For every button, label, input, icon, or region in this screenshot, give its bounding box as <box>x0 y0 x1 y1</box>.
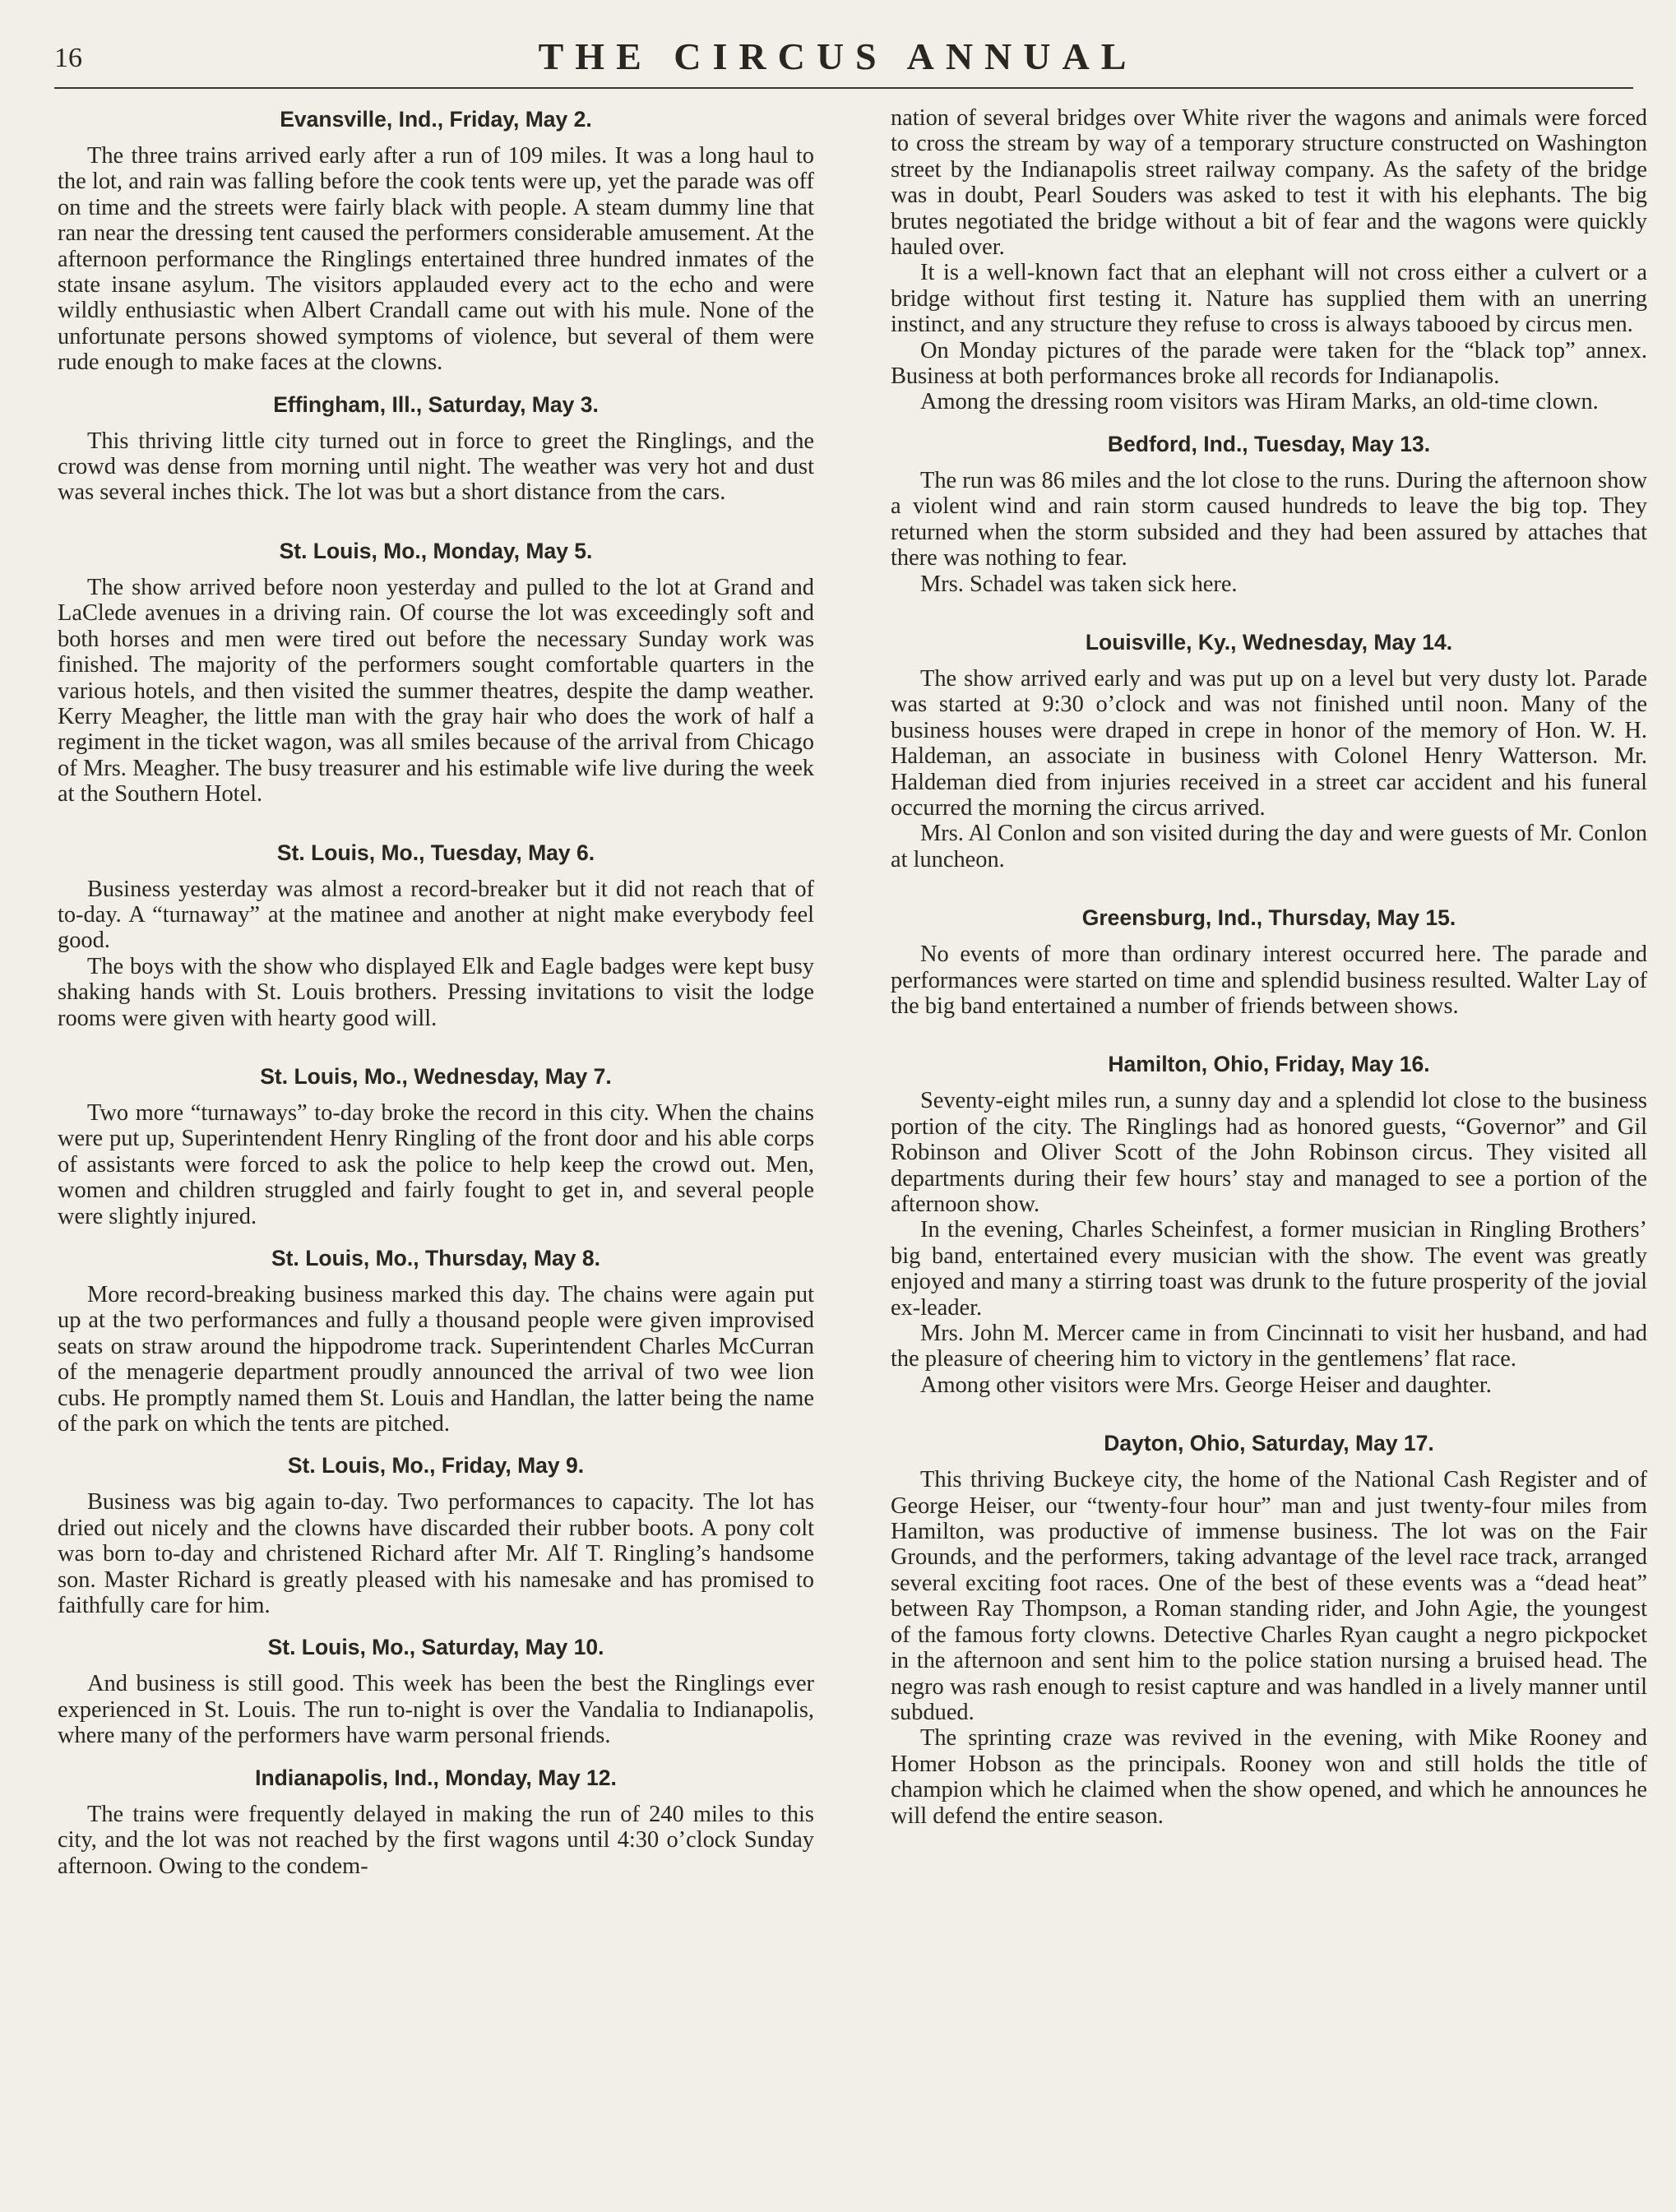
diary-entry-st-louis-may-6 <box>58 839 814 1031</box>
entry-paragraph: Among other visitors were Mrs. George Heiser and daughter. <box>920 1372 1492 1398</box>
diary-entry-louisville <box>891 628 1647 872</box>
entry-heading: St. Louis, Mo., Wednesday, May 7. <box>260 1063 612 1089</box>
entry-heading: St. Louis, Mo., Saturday, May 10. <box>267 1635 604 1660</box>
entry-heading: St. Louis, Mo., Monday, May 5. <box>279 538 593 563</box>
diary-entry-st-louis-may-7 <box>58 1062 814 1229</box>
diary-entry-indianapolis-continued <box>891 105 1647 415</box>
diary-entry-st-louis-may-5 <box>58 537 814 808</box>
entry-paragraph: The sprinting craze was revived in the evening, with Mike Rooney and Homer Hobson as the principals. Rooney won and still holds the title of champion which he claimed when the show opened, and which he announces he will defend the entire season. <box>891 1725 1647 1829</box>
diary-entry-greensburg <box>891 904 1647 1019</box>
entry-heading: Bedford, Ind., Tuesday, May 13. <box>1107 431 1431 456</box>
entry-paragraph: The show arrived early and was put up on a level but very dusty lot. Parade was started at 9:30 o’clock and was not finished until noon. Many of the business houses were draped in crepe in honor of the memory of Hon. W. H. Haldeman, an associate in business with Colonel Henry Watterson. Mr. Haldeman died from injuries received in a street car accident and his funeral occurred the morning the circus arrived. <box>891 665 1647 821</box>
entry-heading: St. Louis, Mo., Thursday, May 8. <box>271 1246 600 1270</box>
entry-paragraph: The trains were frequently delayed in making the run of 240 miles to this city, and the lot was not reached by the first wagons until 4:30 o’clock Sunday afternoon. Owing to the condem- <box>58 1801 814 1879</box>
entry-paragraph: And business is still good. This week has been the best the Ringlings ever experienced in St. Louis. The run to-night is over the Vandalia to Indianapolis, where many of the performers have warm personal friends. <box>58 1671 814 1749</box>
entry-paragraph: Among the dressing room visitors was Hiram Marks, an old-time clown. <box>920 389 1599 415</box>
diary-entry-dayton <box>891 1429 1647 1829</box>
entry-paragraph: Business was big again to-day. Two performances to capacity. The lot has dried out nicely and the clowns have discarded their rubber boots. A pony colt was born to-day and christened Richard after Mr. Alf T. Ringling’s handsome son. Master Richard is greatly pleased with his namesake and has promised to faithfully care for him. <box>58 1489 814 1619</box>
diary-entry-st-louis-may-10 <box>58 1633 814 1748</box>
entry-heading: Dayton, Ohio, Saturday, May 17. <box>1104 1431 1434 1456</box>
right-column <box>891 105 1647 1829</box>
entry-paragraph: Seventy-eight miles run, a sunny day and a splendid lot close to the business portion of the city. The Ringlings had as honored guests, “Governor” and Gil Robinson and Oliver Scott of the John Robinson circus. They visited all departments during their few hours’ stay and managed to see a portion of the afternoon show. <box>891 1088 1647 1217</box>
entry-paragraph: The boys with the show who displayed Elk and Eagle badges were kept busy shaking hands with St. Louis brothers. Pressing invitations to visit the lodge rooms were given with hearty good will. <box>58 953 814 1031</box>
left-column <box>58 105 814 1879</box>
entry-paragraph: Mrs. Schadel was taken sick here. <box>920 571 1238 597</box>
diary-entry-st-louis-may-9 <box>58 1451 814 1618</box>
entry-paragraph: The run was 86 miles and the lot close to the runs. During the afternoon show a violent wind and rain storm caused hundreds to leave the big top. They returned when the storm subsided and they had been assured by attaches that there was nothing to fear. <box>891 467 1647 572</box>
diary-entry-evansville <box>58 105 814 376</box>
running-title: THE CIRCUS ANNUAL <box>538 35 1138 77</box>
entry-paragraph: Mrs. Al Conlon and son visited during the day and were guests of Mr. Conlon at luncheon. <box>891 821 1647 872</box>
entry-paragraph: This thriving little city turned out in force to greet the Ringlings, and the crowd was dense from morning until night. The weather was very hot and dust was several inches thick. The lot was but a short distance from the cars. <box>58 428 814 506</box>
entry-heading: Evansville, Ind., Friday, May 2. <box>280 107 592 132</box>
entry-heading: Louisville, Ky., Wednesday, May 14. <box>1085 629 1453 655</box>
entry-heading: Indianapolis, Ind., Monday, May 12. <box>255 1765 617 1790</box>
entry-paragraph: The show arrived before noon yesterday and pulled to the lot at Grand and LaClede avenues in a driving rain. Of course the lot was exceedingly soft and both horses and men were tired out before the necessary Sunday work was finished. The majority of the performers sought comfortable quarters in the various hotels, and then visited the summer theatres, despite the damp weather. Kerry Meagher, the little man with the gray hair who does the work of half a regiment in the ticket wagon, was all smiles because of the arrival from Chicago of Mrs. Meagher. The busy treasurer and his estimable wife live during the week at the Southern Hotel. <box>58 574 814 808</box>
diary-entry-effingham <box>58 391 814 506</box>
entry-paragraph: It is a well-known fact that an elephant will not cross either a culvert or a bridge without first testing it. Nature has supplied them with an unerring instinct, and any structure they refuse to cross is always tabooed by circus men. <box>891 260 1647 338</box>
entry-heading: Hamilton, Ohio, Friday, May 16. <box>1108 1052 1430 1077</box>
entry-paragraph: On Monday pictures of the parade were taken for the “black top” annex. Business at both performances broke all records for Indianapolis. <box>891 337 1647 390</box>
entry-paragraph: In the evening, Charles Scheinfest, a former musician in Ringling Brothers’ big band, entertained every musician with the show. The event was greatly enjoyed and many a stirring toast was drunk to the future prosperity of the jovial ex-leader. <box>891 1217 1647 1321</box>
entry-paragraph: Business yesterday was almost a record-breaker but it did not reach that of to-day. A “turnaway” at the matinee and another at night make everybody feel good. <box>58 876 814 954</box>
page-number: 16 <box>54 43 82 73</box>
diary-entry-st-louis-may-8 <box>58 1244 814 1437</box>
entry-paragraph: More record-breaking business marked this day. The chains were again put up at the two performances and fully a thousand people were given improvised seats on straw around the hippodrome track. Superintendent Charles McCurran of the menagerie department proudly announced the arrival of two wee lion cubs. He promptly named them St. Louis and Handlan, the latter being the name of the park on which the tents are pitched. <box>58 1282 814 1437</box>
entry-heading: St. Louis, Mo., Friday, May 9. <box>287 1453 585 1479</box>
entry-heading: Greensburg, Ind., Thursday, May 15. <box>1081 905 1456 931</box>
diary-entry-bedford <box>891 430 1647 597</box>
entry-paragraph: nation of several bridges over White river the wagons and animals were forced to cross the stream by way of a temporary structure constructed on Washington street by the Indianapolis street railway company. As the safety of the bridge was in doubt, Pearl Souders was asked to test it with his elephants. The big brutes negotiated the bridge without a bit of fear and the wagons were quickly hauled over. <box>891 105 1647 261</box>
entry-heading: St. Louis, Mo., Tuesday, May 6. <box>276 840 595 865</box>
entry-paragraph: This thriving Buckeye city, the home of the National Cash Register and of George Heiser, our “twenty-four hour” man and just twenty-four miles from Hamilton, was productive of immense business. The lot was on the Fair Grounds, and the performers, taking advantage of the level race track, arranged several exciting foot races. One of the best of these events was a “dead heat” between Ray Thompson, a Roman standing rider, and John Agie, the youngest of the famous forty clowns. Detective Charles Ryan caught a negro pickpocket in the afternoon and sent him to the police station nursing a bruised head. The negro was rash enough to resist capture and was handled in a lively manner until subdued. <box>891 1467 1647 1725</box>
entry-heading: Effingham, Ill., Saturday, May 3. <box>273 391 599 417</box>
diary-entry-indianapolis <box>58 1764 814 1879</box>
entry-paragraph: The three trains arrived early after a run of 109 miles. It was a long haul to the lot, and rain was falling before the cook tents were up, yet the parade was off on time and the streets were fairly black with people. A steam dummy line that ran near the dressing tent caused the performers considerable amusement. At the afternoon performance the Ringlings entertained three hundred inmates of the state insane asylum. The visitors applauded every act to the echo and were wildly enthusiastic when Albert Crandall came out with his mule. None of the unfortunate persons showed symptoms of violence, but several of them were rude enough to make faces at the clowns. <box>58 143 814 376</box>
entry-paragraph: Two more “turnaways” to-day broke the record in this city. When the chains were put up, Superintendent Henry Ringling of the front door and his able corps of assistants were forced to ask the police to help keep the crowd out. Men, women and children struggled and fairly fought to get in, and several people were slightly injured. <box>58 1099 814 1229</box>
header-divider <box>54 87 1633 89</box>
entry-paragraph: Mrs. John M. Mercer came in from Cincinnati to visit her husband, and had the pleasure of cheering him to victory in the gentlemens’ flat race. <box>891 1321 1647 1372</box>
diary-entry-hamilton <box>891 1050 1647 1398</box>
entry-paragraph: No events of more than ordinary interest occurred here. The parade and performances were started on time and splendid business resulted. Walter Lay of the big band entertained a number of friends between shows. <box>891 942 1647 1019</box>
